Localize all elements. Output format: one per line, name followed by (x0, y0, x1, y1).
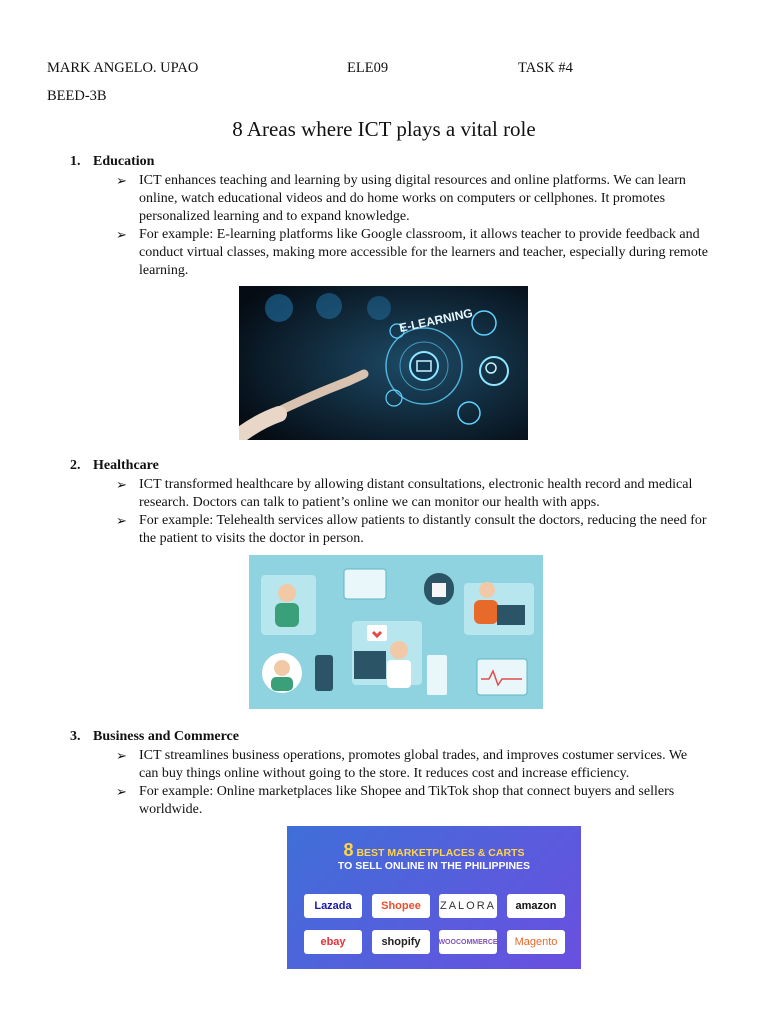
amazon-logo: amazon (507, 894, 565, 918)
list-item (116, 747, 694, 783)
bullet-text: ICT streamlines business operations, promotes global trades, and improves costumer services. We can buy things online without going to the store. It reduces cost and increase efficiency. (139, 748, 688, 781)
marketplaces-title-line1: BEST MARKETPLACES & CARTS (356, 847, 525, 859)
lazada-logo: Lazada (304, 894, 362, 918)
ebay-logo: ebay (304, 930, 362, 954)
magento-logo: Magento (507, 930, 565, 954)
section-title: Healthcare (93, 458, 159, 473)
bullet-list-healthcare (116, 476, 720, 548)
arrowhead-bullet-icon: ➢ (116, 227, 127, 242)
list-item (116, 783, 694, 819)
section-heading-healthcare (70, 458, 159, 474)
marketplaces-count: 8 (343, 840, 354, 860)
list-item (116, 172, 716, 226)
list-item (116, 476, 720, 512)
section-title: Education (93, 154, 155, 169)
zalora-logo: ZALORA (439, 894, 497, 918)
telehealth-image (249, 555, 543, 709)
bullet-text: ICT transformed healthcare by allowing distant consultations, electronic health record and medical research. Doctors can talk to patient’s online we can monitor our health with apps. (139, 477, 693, 510)
shopee-logo: Shopee (372, 894, 430, 918)
list-item (116, 226, 716, 280)
student-name: MARK ANGELO. UPAO (47, 60, 199, 76)
arrowhead-bullet-icon: ➢ (116, 477, 127, 492)
bullet-list-business (116, 747, 694, 819)
marketplaces-image-title (287, 840, 581, 873)
page-title: 8 Areas where ICT plays a vital role (232, 117, 536, 141)
bullet-text: ICT enhances teaching and learning by using digital resources and online platforms. We can learn online, watch educational videos and do home works on computers or cellphones. It promotes personalized learning and to expand knowledge. (139, 173, 686, 224)
arrowhead-bullet-icon: ➢ (116, 173, 127, 188)
bullet-text: For example: E-learning platforms like Google classroom, it allows teacher to provide feedback and conduct virtual classes, making more accessible for the learners and teacher, especially during remote learning. (139, 227, 708, 278)
elearning-image (239, 286, 528, 440)
arrowhead-bullet-icon: ➢ (116, 784, 127, 799)
bullet-list-education (116, 172, 716, 280)
shopify-logo: shopify (372, 930, 430, 954)
woocommerce-logo: WOOCOMMERCE (439, 930, 497, 954)
bullet-text: For example: Telehealth services allow patients to distantly consult the doctors, reducing the need for the patient to visits the doctor in person. (139, 513, 707, 546)
arrowhead-bullet-icon: ➢ (116, 513, 127, 528)
task-number: TASK #4 (518, 60, 573, 76)
bullet-text: For example: Online marketplaces like Shopee and TikTok shop that connect buyers and sellers worldwide. (139, 784, 675, 817)
elearning-image-text: E-LEARNING (397, 305, 474, 336)
student-section: BEED-3B (47, 88, 107, 104)
section-heading-education (70, 154, 154, 170)
course-code: ELE09 (347, 60, 389, 76)
arrowhead-bullet-icon: ➢ (116, 748, 127, 763)
list-item (116, 512, 720, 548)
section-number: 3. (70, 729, 81, 744)
marketplaces-image (287, 826, 581, 969)
section-title: Business and Commerce (93, 729, 239, 744)
marketplaces-title-line2: TO SELL ONLINE IN THE PHILIPPINES (337, 860, 531, 872)
section-number: 1. (70, 154, 81, 169)
section-heading-business (70, 729, 239, 745)
section-number: 2. (70, 458, 81, 473)
